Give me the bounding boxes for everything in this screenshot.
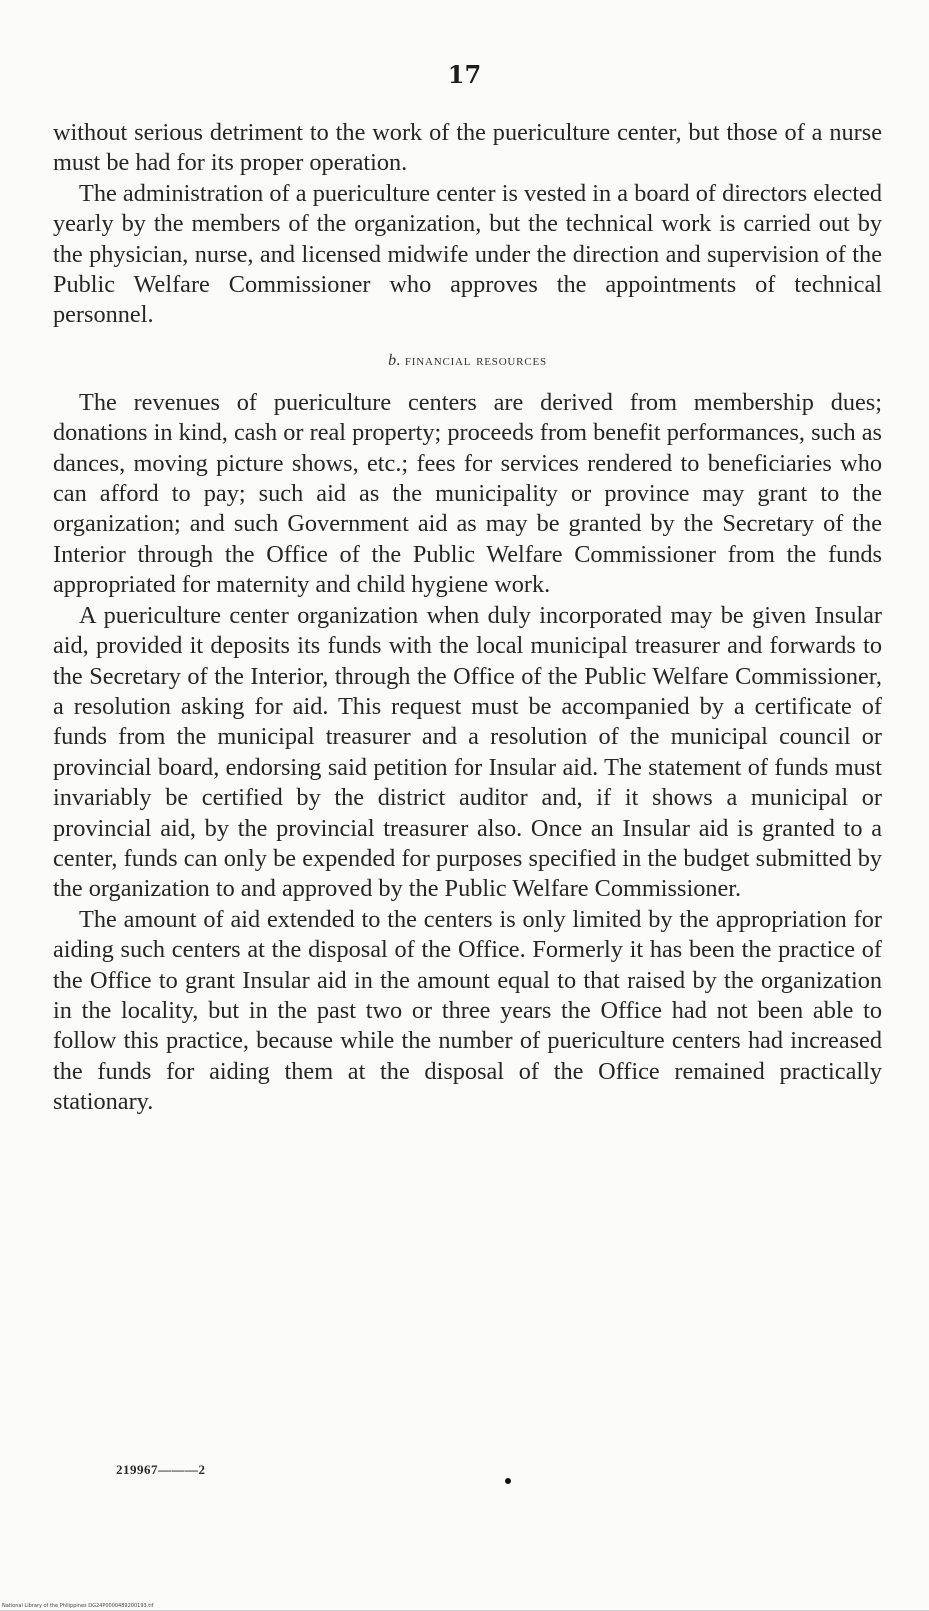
administration-paragraph: The administration of a puericulture center is vested in a board of directors elected yearly by the members of the organization, but the technical work is carried out by the physician, nurse, and licensed midwife under the direction and supervision of the Public Welfare Commissioner who approves the appointments of technical personnel. <box>53 179 882 329</box>
continuation-paragraph: without serious detriment to the work of the puericulture center, but those of a nurse must be had for its proper operation. <box>53 119 882 177</box>
section-heading <box>53 351 882 371</box>
print-code: 219967———2 <box>116 1462 206 1477</box>
insular-aid-paragraph: A puericulture center organization when duly incorporated may be given Insular aid, provided it deposits its funds with the local municipal treasurer and forwards to the Secretary of the Interior, through the Office of the Public Welfare Commissioner, a resolution asking for aid. This request must be accompanied by a certificate of funds from the municipal treasurer and a resolution of the municipal council or provincial board, endorsing said petition for Insular aid. The statement of funds must invariably be certified by the district auditor and, if it shows a municipal or provincial aid, by the provincial treasurer also. Once an Insular aid is granted to a center, funds can only be expended for purposes specified in the budget submitted by the organization to and approved by the Public Welfare Commissioner. <box>53 601 882 903</box>
ink-dot <box>505 1478 511 1484</box>
body-text <box>53 118 882 1118</box>
revenues-paragraph: The revenues of puericulture centers are derived from membership dues; donations in kind, cash or real property; proceeds from benefit performances, such as dances, moving picture shows, etc.; fees for services rendered to beneficiaries who can afford to pay; such aid as the municipality or province may grant to the organization; and such Government aid as may be granted by the Secretary of the Interior through the Office of the Public Welfare Commissioner from the funds appropriated for maternity and child hygiene work. <box>53 388 882 599</box>
page-number: 17 <box>447 60 482 89</box>
section-heading-letter: b. <box>388 351 402 369</box>
section-heading-title: financial resources <box>404 351 547 369</box>
amount-paragraph: The amount of aid extended to the centers is only limited by the appropriation for aiding such centers at the disposal of the Office. Formerly it has been the practice of the Office to grant Insular aid in the amount equal to that raised by the organization in the locality, but in the past two or three years the Office had not been able to follow this practice, because while the number of puericulture centers had increased the funds for aiding them at the disposal of the Office remained practically stationary. <box>53 905 882 1116</box>
footer-credit: National Library of the Philippines DG24P0000489200193.tif <box>2 1603 154 1609</box>
